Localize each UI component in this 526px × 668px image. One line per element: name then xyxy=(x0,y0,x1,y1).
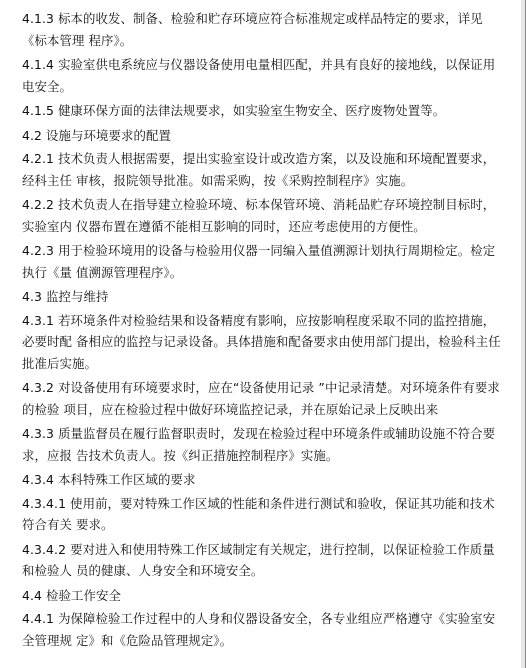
paragraph-4-2-2: 4.2.2 技术负责人在指导建立检验环境、标本保管环境、消耗品贮存环境控制目标时，实验室内 仪器布置在遵循不能相互影响的同时，还应考虑使用的方便性。 xyxy=(22,197,496,234)
paragraph-4-1-3: 4.1.3 标本的收发、制备、检验和贮存环境应符合标准规定或样品特定的要求，详见《标本管理 程序》。 xyxy=(22,11,483,48)
paragraph-4-3-2: 4.3.2 对设备使用有环境要求时，应在“设备使用记录 ”中记录清楚。对环境条件有要求的检验 项目，应在检验过程中做好环境监控记录，并在原始记录上反映出来 xyxy=(22,380,500,417)
section-heading-4-3: 4.3 监控与维持 xyxy=(22,289,109,304)
paragraph-4-2-1: 4.2.1 技术负责人根据需要，提出实验室设计或改造方案，以及设施和环境配置要求，经科主任 审核，报院领导批准。如需采购，按《采购控制程序》实施。 xyxy=(22,151,496,188)
paragraph-4-1-4: 4.1.4 实验室供电系统应与仪器设备使用电量相匹配，并具有良好的接地线，以保证用电安全。 xyxy=(22,57,496,94)
paragraph-4-3-4-1: 4.3.4.1 使用前，要对特殊工作区域的性能和条件进行测试和验收，保证其功能和技术符合有关 要求。 xyxy=(22,495,495,532)
paragraph-4-1-5: 4.1.5 健康环保方面的法律法规要求，如实验室生物安全、医疗废物处置等。 xyxy=(22,103,446,118)
paragraph-4-3-1: 4.3.1 若环境条件对检验结果和设备精度有影响，应按影响程度采取不同的监控措施，必要时配 备相应的监控与记录设备。具体措施和配备要求由使用部门提出，检验科主任批准后实施。 xyxy=(22,312,501,371)
section-heading-4-3-4: 4.3.4 本科特殊工作区域的要求 xyxy=(22,472,196,487)
section-heading-4-4: 4.4 检验工作安全 xyxy=(22,587,121,603)
paragraph-4-2-3: 4.2.3 用于检验环境用的设备与检验用仪器一同编入量值溯源计划执行周期检定。检定执行《量 值溯源管理程序》。 xyxy=(22,243,496,280)
paragraph-4-3-4-2: 4.3.4.2 要对进入和使用特殊工作区域制定有关规定，进行控制，以保证检验工作质量和检验人 员的健康、人身安全和环境安全。 xyxy=(22,541,495,578)
vertical-scrollbar[interactable] xyxy=(521,0,525,668)
section-heading-4-2: 4.2 设施与环境要求的配置 xyxy=(22,127,171,143)
paragraph-4-3-3: 4.3.3 质量监督员在履行监督职责时，发现在检验过程中环境条件或辅助设施不符合要求，应报 告技术负责人。按《纠正措施控制程序》实施。 xyxy=(22,426,496,463)
paragraph-4-4-1: 4.4.1 为保障检验工作过程中的人身和仪器设备安全，各专业组应严格遵守《实验室安全管理规 定》和《危险品管理规定》。 xyxy=(22,611,496,648)
